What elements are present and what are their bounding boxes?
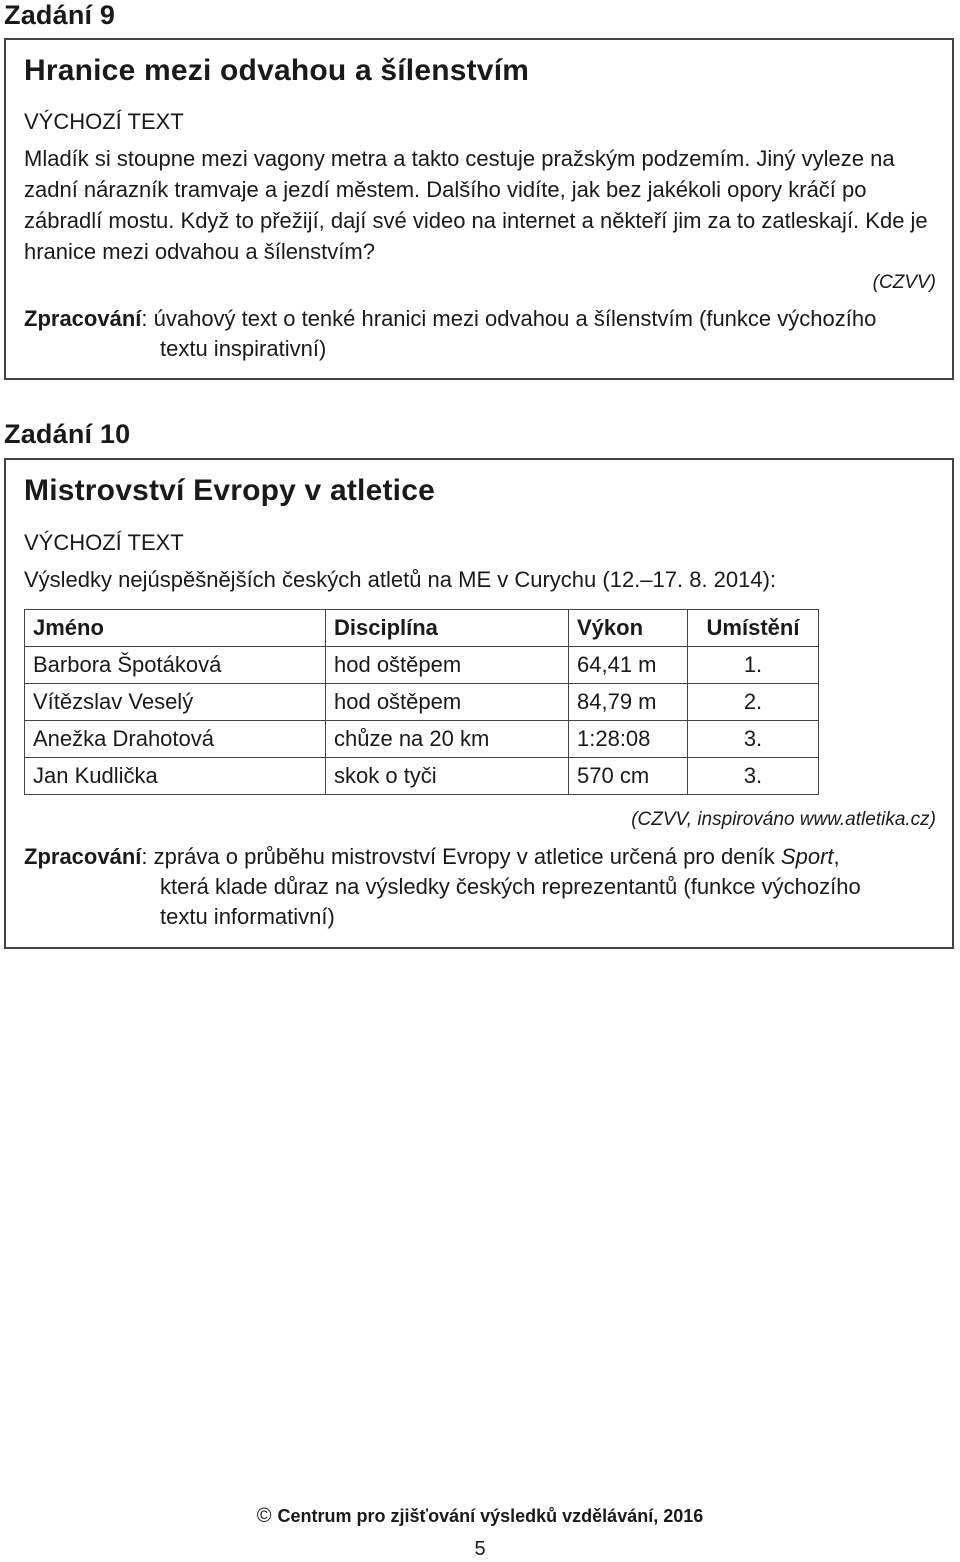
- table-cell-name: Anežka Drahotová: [25, 721, 326, 758]
- task9-source-text: Mladík si stoupne mezi vagony metra a takto cestuje pražským podzemím. Jiný vyleze na zadní nárazník tramvaje a jezdí městem. Dalšího vidíte, jak bez jakékoli opory kráčí po zábradlí mostu. Když to přežijí, dají své video na internet a někteří jim za to zatleskají. Kde je hranice mezi odvahou a šílenstvím?: [24, 146, 928, 264]
- task9-processing-label: Zpracování: [24, 306, 142, 331]
- task10-processing-colon: :: [141, 844, 154, 869]
- table-cell-performance: 570 cm: [569, 758, 688, 795]
- task9-processing: [24, 304, 944, 364]
- task10-heading: Zadání 10: [4, 419, 131, 449]
- task10-processing-newspaper: Sport: [780, 844, 834, 869]
- footer-copyright-text: Centrum pro zjišťování výsledků vzdělávání, 2016: [277, 1506, 704, 1526]
- table-cell-discipline: chůze na 20 km: [326, 721, 569, 758]
- task9-processing-line1: úvahový text o tenké hranici mezi odvahou a šílenstvím (funkce výchozího: [153, 306, 877, 331]
- task10-title: Mistrovství Evropy v atletice: [24, 474, 435, 507]
- task9-title: Hranice mezi odvahou a šílenstvím: [24, 54, 530, 87]
- task10-processing-line2: která klade důraz na výsledky českých reprezentantů (funkce výchozího: [160, 874, 861, 899]
- task10-attribution: (CZVV, inspirováno www.atletika.cz): [631, 809, 936, 830]
- page-number: 5: [474, 1538, 486, 1560]
- table-cell-placement: 3.: [688, 758, 819, 795]
- table-cell-name: Barbora Špotáková: [25, 647, 326, 684]
- table-cell-name: Jan Kudlička: [25, 758, 326, 795]
- table-cell-discipline: hod oštěpem: [326, 684, 569, 721]
- table-header-placement: Umístění: [688, 610, 819, 647]
- task9-processing-line2: textu inspirativní): [160, 336, 327, 361]
- results-table: [24, 609, 819, 795]
- table-row: [25, 758, 819, 795]
- task9-source-label: VÝCHOZÍ TEXT: [24, 109, 184, 134]
- table-cell-placement: 1.: [688, 647, 819, 684]
- task9-heading: Zadání 9: [4, 0, 116, 30]
- table-header-discipline: Disciplína: [326, 610, 569, 647]
- table-header-name: Jméno: [25, 610, 326, 647]
- table-cell-discipline: hod oštěpem: [326, 647, 569, 684]
- table-cell-placement: 3.: [688, 721, 819, 758]
- copyright-icon: ©: [256, 1505, 272, 1527]
- footer-copyright: [0, 1505, 960, 1528]
- task10-processing-line1-pre: zpráva o průběhu mistrovství Evropy v atletice určená pro deník: [153, 844, 781, 869]
- task10-box: [4, 458, 954, 949]
- table-header-row: [25, 610, 819, 647]
- task10-processing-label: Zpracování: [24, 844, 142, 869]
- task9-box: [4, 38, 954, 380]
- table-cell-discipline: skok o tyči: [326, 758, 569, 795]
- task10-processing: [24, 842, 944, 932]
- task10-processing-line1-post: ,: [833, 844, 840, 869]
- task9-attribution: [873, 272, 936, 294]
- table-cell-placement: 2.: [688, 684, 819, 721]
- table-cell-performance: 1:28:08: [569, 721, 688, 758]
- task9-processing-colon: :: [141, 306, 154, 331]
- table-cell-performance: 64,41 m: [569, 647, 688, 684]
- task9-attribution-text: (CZVV): [872, 272, 936, 293]
- table-header-performance: Výkon: [569, 610, 688, 647]
- table-row: [25, 721, 819, 758]
- table-row: [25, 684, 819, 721]
- task10-source-label: VÝCHOZÍ TEXT: [24, 530, 184, 555]
- table-cell-name: Vítězslav Veselý: [25, 684, 326, 721]
- table-cell-performance: 84,79 m: [569, 684, 688, 721]
- task10-processing-line3: textu informativní): [160, 904, 335, 929]
- table-row: [25, 647, 819, 684]
- task10-intro: Výsledky nejúspěšnějších českých atletů na ME v Curychu (12.–17. 8. 2014):: [24, 567, 777, 592]
